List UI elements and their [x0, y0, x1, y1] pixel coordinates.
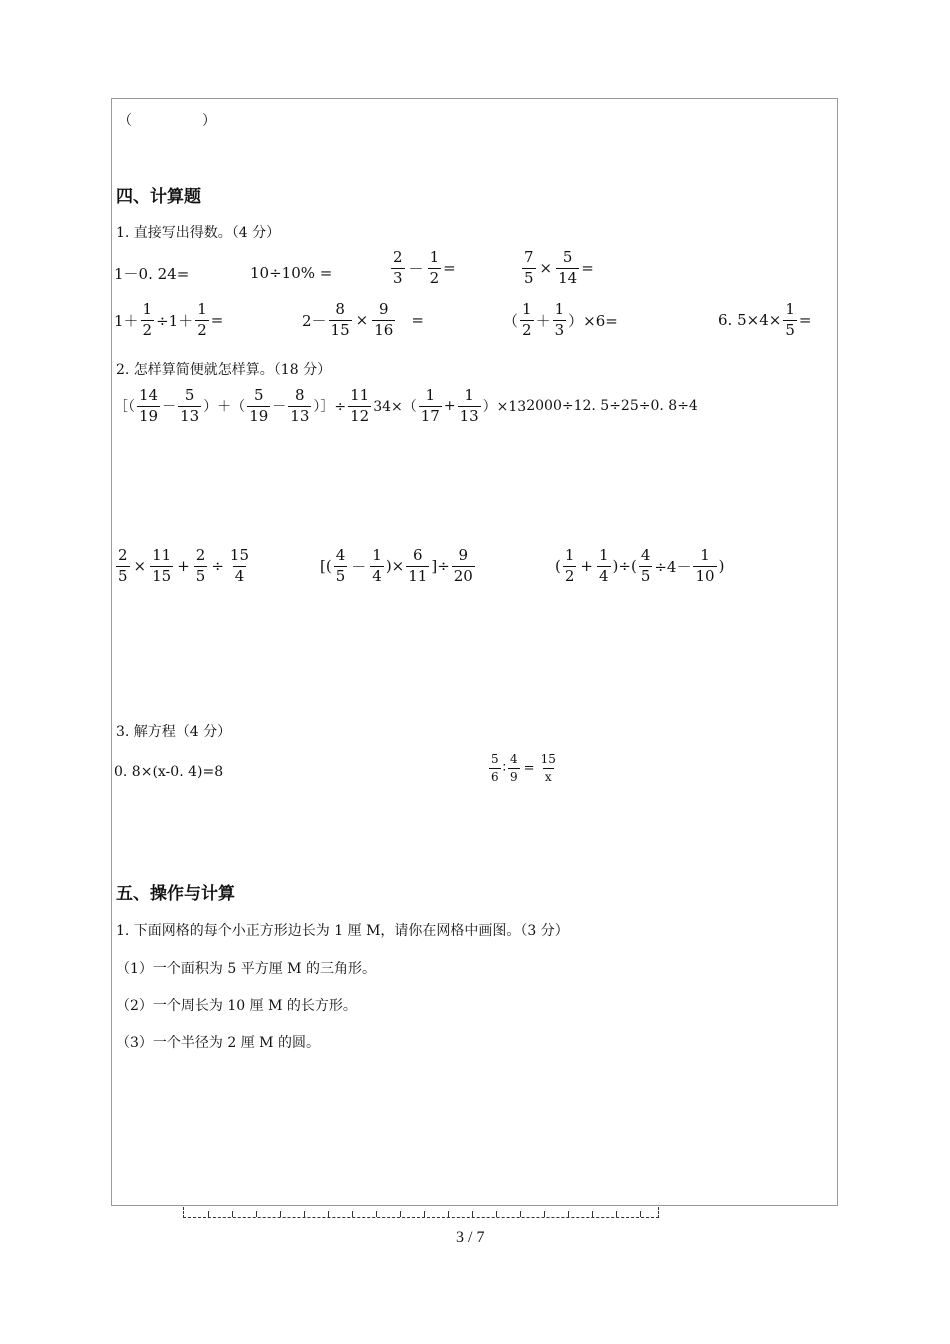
- q2-prompt: 2. 怎样算简便就怎样算。（18 分）: [116, 362, 332, 378]
- fraction: 5 19: [249, 386, 269, 425]
- fraction: $\frac{5}{14}$: [558, 248, 578, 287]
- fraction: $\frac{2}{5}$: [195, 546, 206, 585]
- fraction: $\frac{1}{2}$: [429, 248, 440, 287]
- fraction: $\frac{6}{11}$: [408, 546, 428, 585]
- fraction: $\frac{15}{4}$: [229, 546, 250, 585]
- equals: =: [798, 311, 812, 330]
- expr-text: 2000÷12. 5÷25÷0. 8÷4: [526, 398, 698, 415]
- fraction: 5 6: [491, 752, 499, 784]
- equals: =: [411, 311, 424, 330]
- section-5-title: 五、操作与计算: [116, 884, 235, 904]
- operator: －: [408, 259, 424, 278]
- equals: =: [523, 760, 535, 776]
- expr-text: ［（: [114, 399, 135, 416]
- fraction: 8 13: [290, 386, 310, 425]
- q2-expr-1: [114, 388, 698, 425]
- s5-item-1: （1）一个面积为 5 平方厘 M 的三角形。: [116, 961, 376, 977]
- expr-text: [(: [320, 557, 332, 576]
- fraction: $\frac{1}{13}$: [459, 386, 479, 425]
- expr-text: ): [718, 557, 725, 576]
- fraction: $\frac{1}{4}$: [598, 546, 609, 585]
- operator: ∶: [502, 760, 507, 776]
- q1-prompt: 1. 直接写出得数。（4 分）: [116, 225, 281, 241]
- q1-expr-5: [114, 302, 223, 339]
- operator: ＋: [535, 311, 551, 330]
- equals: =: [210, 311, 224, 330]
- operator: ×: [539, 259, 553, 278]
- expr-text: ）］÷: [313, 399, 347, 416]
- equals: =: [581, 259, 594, 278]
- fraction: 1 10: [695, 546, 715, 585]
- fraction: 1 2: [564, 546, 575, 585]
- q1-expr-3: [389, 250, 456, 287]
- expr-text: ）×6=: [568, 311, 618, 330]
- section-4-title: 四、计算题: [116, 187, 201, 207]
- fraction: $\frac{7}{5}$: [524, 248, 534, 287]
- q2-expr-4: [114, 548, 253, 585]
- expr-text: 1＋: [114, 311, 139, 330]
- page-number: 3 / 7: [456, 1229, 485, 1246]
- fraction: $\frac{9}{16}$: [374, 300, 394, 339]
- fraction: 5 13: [180, 386, 200, 425]
- operator: ÷: [211, 557, 224, 576]
- expr-text: 6. 5×4×: [718, 311, 782, 330]
- expr-text: ÷4－: [654, 557, 692, 576]
- operator: －: [162, 399, 177, 416]
- q2-expr-6: [555, 548, 724, 585]
- s5-item-2: （2）一个周长为 10 厘 M 的长方形。: [116, 998, 357, 1014]
- fraction: $\frac{11}{12}$: [350, 386, 370, 425]
- operator: －: [351, 557, 367, 576]
- expr-text: ）＋（: [203, 399, 246, 416]
- expr-text: )×: [385, 557, 405, 576]
- equals: =: [443, 259, 456, 278]
- expr-text: ）×13: [482, 399, 527, 416]
- fraction: $\frac{9}{20}$: [453, 546, 473, 585]
- fraction: 4 5: [335, 546, 346, 585]
- fraction: $\frac{4}{9}$: [510, 752, 518, 784]
- s5-q1-prompt: 1. 下面网格的每个小正方形边长为 1 厘 M，请你在网格中画图。（3 分）: [116, 923, 569, 939]
- q1-expr-4: [520, 250, 594, 287]
- fraction: 1 3: [554, 300, 565, 339]
- q1-expr-7: [503, 302, 618, 339]
- q1-expr-8: [718, 302, 811, 339]
- fraction: $\frac{1}{2}$: [142, 300, 153, 339]
- operator: +: [443, 398, 456, 415]
- operator: ×: [133, 557, 147, 576]
- expr-text: 34×（: [373, 399, 417, 416]
- operator: －: [272, 399, 287, 416]
- fraction: 1 17: [420, 386, 440, 425]
- operator: +: [580, 557, 593, 576]
- expr-text: 2－: [302, 311, 327, 330]
- s5-item-3: （3）一个半径为 2 厘 M 的圆。: [116, 1035, 320, 1051]
- fraction: 1 4: [372, 546, 382, 585]
- q3-equation-1: 0. 8×(x-0. 4)=8: [114, 764, 224, 780]
- fraction: 2 3: [393, 248, 403, 287]
- fraction: 14 19: [139, 386, 159, 425]
- q1-expr-2: [250, 262, 332, 284]
- operator: ×: [355, 311, 369, 330]
- expr-text: 10÷10% =: [250, 264, 333, 282]
- expr-text: )÷(: [612, 557, 637, 576]
- fraction: $\frac{1}{2}$: [197, 300, 207, 339]
- expr-text: （: [503, 311, 519, 330]
- expr-text: ÷1＋: [156, 311, 194, 330]
- operator: +: [177, 557, 190, 576]
- answer-blank: （ ）: [118, 113, 216, 129]
- q1-expr-1: [114, 262, 189, 284]
- grid-remnant: [183, 1207, 659, 1218]
- fraction: $\frac{15}{x}$: [540, 752, 556, 784]
- expr-text: (: [555, 557, 561, 576]
- fraction: $\frac{1}{5}$: [785, 300, 795, 339]
- fraction: $\frac{4}{5}$: [640, 546, 651, 585]
- q3-prompt: 3. 解方程（4 分）: [116, 724, 232, 740]
- fraction: $\frac{2}{5}$: [118, 546, 128, 585]
- fraction: $\frac{8}{15}$: [330, 300, 350, 339]
- expr-text: ]÷: [431, 557, 450, 576]
- q3-equation-2: [487, 753, 560, 783]
- q2-expr-5: [320, 548, 477, 585]
- fraction: 1 2: [522, 300, 532, 339]
- fraction: $\frac{11}{15}$: [152, 546, 172, 585]
- expr-text: 1－0. 24=: [114, 264, 190, 283]
- q1-expr-6: [302, 302, 424, 339]
